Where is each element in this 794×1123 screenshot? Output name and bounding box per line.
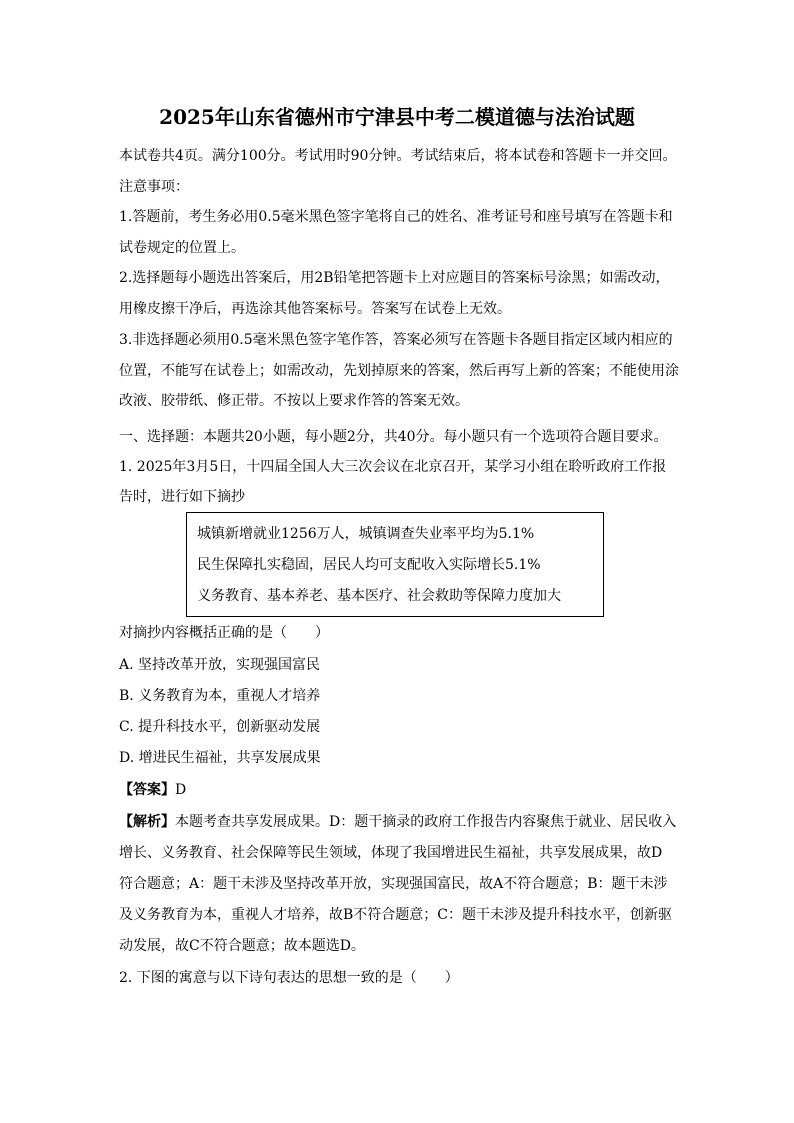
analysis-line bbox=[119, 812, 676, 832]
question-1-stem: 告时，进行如下摘抄 bbox=[119, 489, 245, 505]
analysis-text: 本题考查共享发展成果。D：题干摘录的政府工作报告内容聚焦于就业、居民收入 bbox=[175, 814, 677, 830]
notice-line: 位置，不能写在试卷上；如需改动，先划掉原来的答案，然后再写上新的答案；不能使用涂 bbox=[119, 363, 679, 379]
notice-line: 2.选择题每小题选出答案后，用2B铅笔把答题卡上对应题目的答案标号涂黑；如需改动， bbox=[119, 270, 670, 286]
option-a: A. 坚持改革开放，实现强国富民 bbox=[119, 657, 321, 673]
analysis-text: 增长、义务教育、社会保障等民生领域，体现了我国增进民生福祉，共享发展成果，故D bbox=[119, 845, 663, 861]
page-title: 2025年山东省德州市宁津县中考二模道德与法治试题 bbox=[159, 105, 635, 129]
answer-line bbox=[119, 780, 186, 800]
option-c: C. 提升科技水平，创新驱动发展 bbox=[119, 719, 321, 735]
notice-line: 用橡皮擦干净后，再选涂其他答案标号。答案写在试卷上无效。 bbox=[119, 301, 511, 317]
excerpt-box bbox=[186, 512, 604, 617]
notice-line: 改液、胶带纸、修正带。不按以上要求作答的答案无效。 bbox=[119, 393, 469, 409]
answer-value: D bbox=[175, 782, 187, 798]
answer-label: 【答案】 bbox=[119, 782, 175, 798]
section-heading: 一、选择题：本题共20小题，每小题2分，共40分。每小题只有一个选项符合题目要求。 bbox=[119, 429, 668, 445]
analysis-text: 符合题意；A：题干未涉及坚持改革开放，实现强国富民，故A不符合题意；B：题干未涉 bbox=[119, 876, 668, 892]
notice-line: 试卷规定的位置上。 bbox=[119, 240, 245, 256]
analysis-text: 动发展，故C不符合题意；故本题选D。 bbox=[119, 938, 365, 954]
question-1-prompt: 对摘抄内容概括正确的是（ ） bbox=[119, 625, 329, 641]
analysis-text: 及义务教育为本，重视人才培养，故B不符合题意；C：题干未涉及提升科技水平，创新驱 bbox=[119, 907, 672, 923]
question-2-stem: 2. 下图的寓意与以下诗句表达的思想一致的是（ ） bbox=[119, 970, 459, 986]
notice-heading: 注意事项： bbox=[119, 179, 189, 195]
excerpt-line: 民生保障扎实稳固，居民人均可支配收入实际增长5.1% bbox=[197, 557, 541, 573]
notice-line: 1.答题前，考生务必用0.5毫米黑色签字笔将自己的姓名、准考证号和座号填写在答题卡和 bbox=[119, 209, 673, 225]
notice-line: 3.非选择题必须用0.5毫米黑色签字笔作答，答案必须写在答题卡各题目指定区域内相应的 bbox=[119, 332, 673, 348]
analysis-label: 【解析】 bbox=[119, 814, 175, 830]
option-b: B. 义务教育为本，重视人才培养 bbox=[119, 688, 321, 704]
question-1-stem: 1. 2025年3月5日，十四届全国人大三次会议在北京召开，某学习小组在聆听政府工作报 bbox=[119, 459, 667, 475]
exam-intro: 本试卷共4页。满分100分。考试用时90分钟。考试结束后，将本试卷和答题卡一并交回。 bbox=[119, 148, 677, 164]
excerpt-line: 义务教育、基本养老、基本医疗、社会救助等保障力度加大 bbox=[197, 588, 561, 604]
option-d: D. 增进民生福祉，共享发展成果 bbox=[119, 750, 321, 766]
excerpt-line: 城镇新增就业1256万人，城镇调查失业率平均为5.1% bbox=[197, 526, 535, 542]
